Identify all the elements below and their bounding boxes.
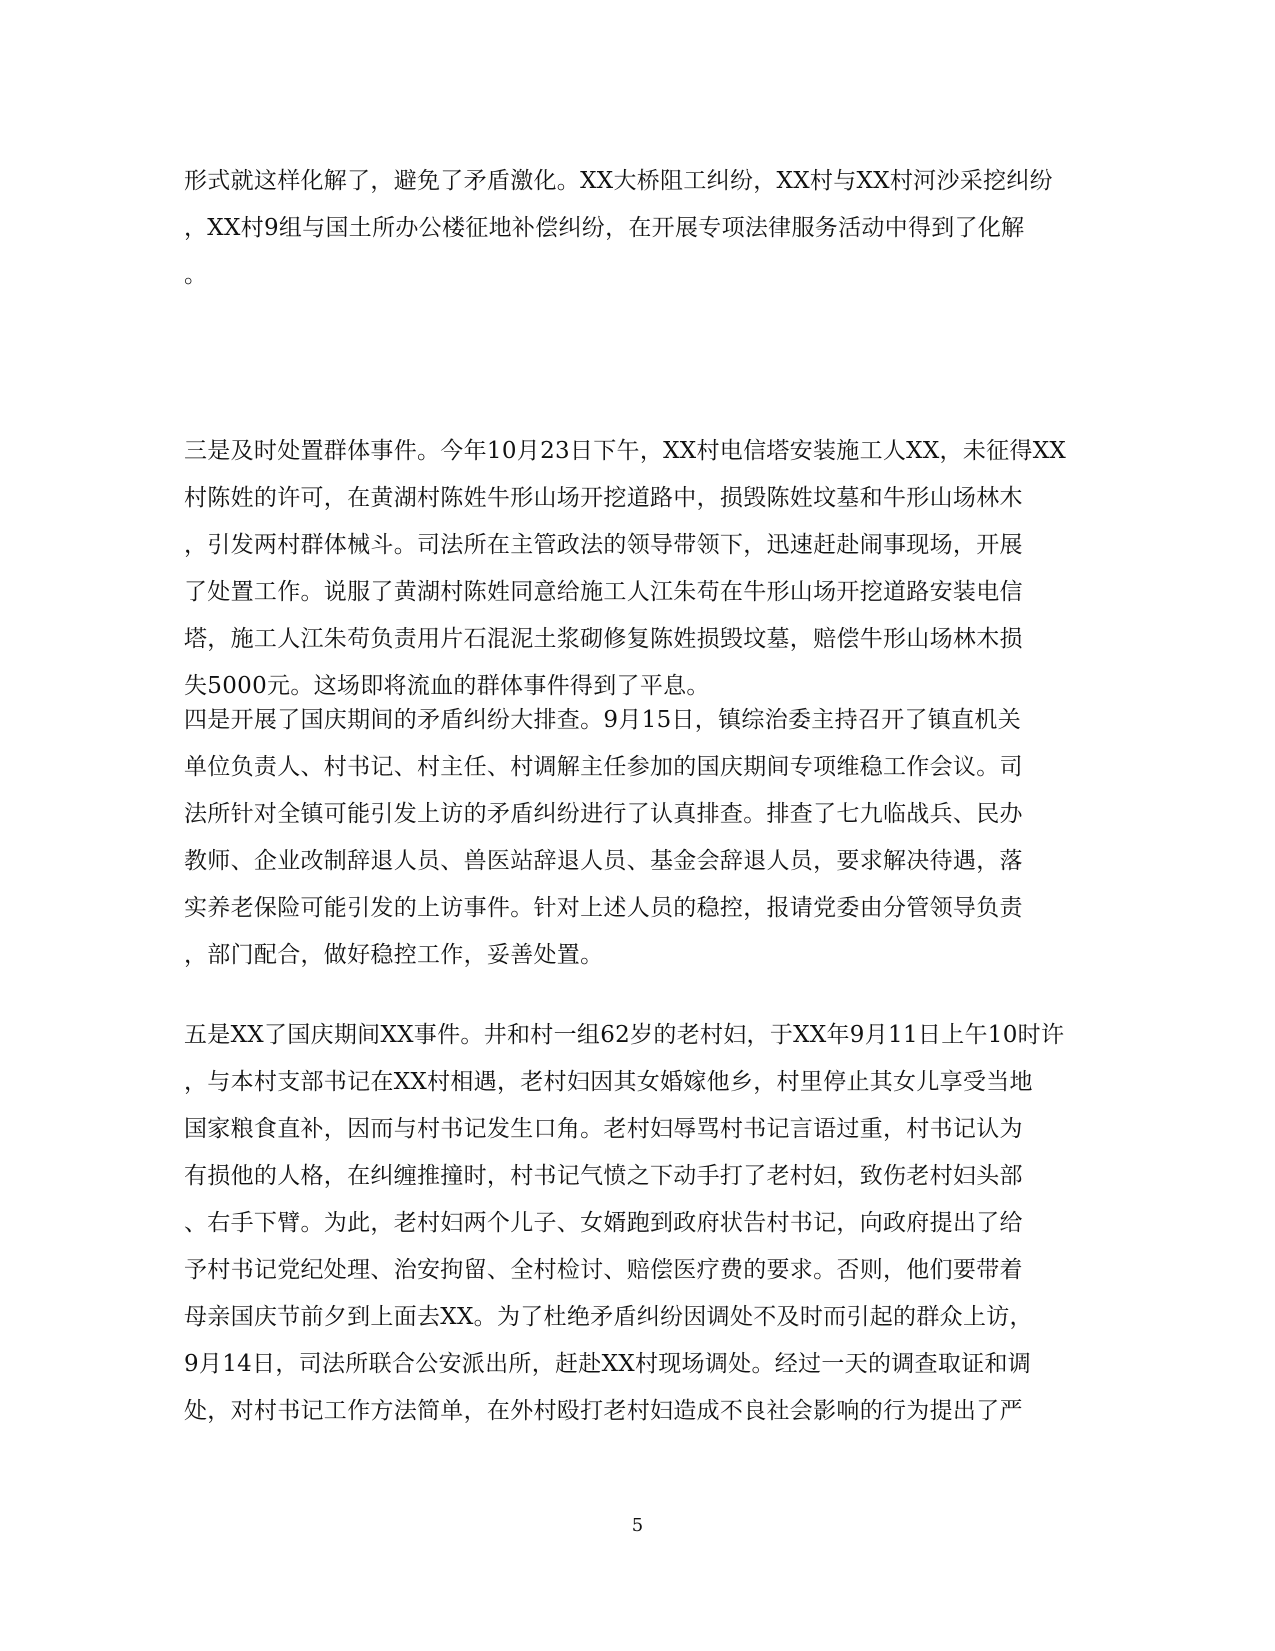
text-line: 有损他的人格，在纠缠推撞时，村书记气愤之下动手打了老村妇，致伤老村妇头部 — [184, 1163, 1023, 1189]
text-line: 三是及时处置群体事件。今年10月23日下午，XX村电信塔安装施工人XX，未征得XX — [184, 438, 1067, 464]
text-line: ，引发两村群体械斗。司法所在主管政法的领导带领下，迅速赶赴闹事现场，开展 — [184, 532, 1023, 558]
text-line: 母亲国庆节前夕到上面去XX。为了杜绝矛盾纠纷因调处不及时而引起的群众上访， — [184, 1304, 1033, 1330]
text-line: 形式就这样化解了，避免了矛盾激化。XX大桥阻工纠纷，XX村与XX村河沙采挖纠纷 — [184, 168, 1053, 194]
page-number: 5 — [631, 1515, 644, 1536]
text-line: 国家粮食直补，因而与村书记发生口角。老村妇辱骂村书记言语过重，村书记认为 — [184, 1116, 1023, 1142]
text-line: 处，对村书记工作方法简单，在外村殴打老村妇造成不良社会影响的行为提出了严 — [184, 1398, 1023, 1424]
text-line: 塔，施工人江朱苟负责用片石混泥土浆砌修复陈姓损毁坟墓，赔偿牛形山场林木损 — [184, 626, 1023, 652]
text-line: 四是开展了国庆期间的矛盾纠纷大排查。9月15日，镇综治委主持召开了镇直机关 — [184, 707, 1021, 733]
paragraph-national-day-screening — [184, 697, 1084, 979]
text-line: 单位负责人、村书记、村主任、村调解主任参加的国庆期间专项维稳工作会议。司 — [184, 754, 1023, 780]
text-line: 予村书记党纪处理、治安拘留、全村检讨、赔偿医疗费的要求。否则，他们要带着 — [184, 1257, 1023, 1283]
paragraph-group-incident — [184, 428, 1084, 710]
text-line: 法所针对全镇可能引发上访的矛盾纠纷进行了认真排查。排查了七九临战兵、民办 — [184, 801, 1023, 827]
paragraph-dispute-resolution — [184, 158, 1084, 299]
text-line: ，与本村支部书记在XX村相遇，老村妇因其女婚嫁他乡，村里停止其女儿享受当地 — [184, 1069, 1033, 1095]
text-line: 了处置工作。说服了黄湖村陈姓同意给施工人江朱苟在牛形山场开挖道路安装电信 — [184, 579, 1023, 605]
text-line: 村陈姓的许可，在黄湖村陈姓牛形山场开挖道路中，损毁陈姓坟墓和牛形山场林木 — [184, 485, 1023, 511]
text-line: 9月14日，司法所联合公安派出所，赶赴XX村现场调处。经过一天的调查取证和调 — [184, 1351, 1032, 1377]
text-line: 、右手下臂。为此，老村妇两个儿子、女婿跑到政府状告村书记，向政府提出了给 — [184, 1210, 1023, 1236]
text-line: 教师、企业改制辞退人员、兽医站辞退人员、基金会辞退人员，要求解决待遇，落 — [184, 848, 1023, 874]
text-line: ，XX村9组与国土所办公楼征地补偿纠纷，在开展专项法律服务活动中得到了化解 — [184, 215, 1025, 241]
text-line: ，部门配合，做好稳控工作，妥善处置。 — [184, 942, 604, 968]
text-line: 实养老保险可能引发的上访事件。针对上述人员的稳控，报请党委由分管领导负责 — [184, 895, 1023, 921]
text-line: 。 — [184, 262, 208, 288]
text-line: 五是XX了国庆期间XX事件。井和村一组62岁的老村妇，于XX年9月11日上午10时许 — [184, 1022, 1065, 1048]
text-line: 失5000元。这场即将流血的群体事件得到了平息。 — [184, 673, 710, 699]
paragraph-national-day-incident — [184, 1012, 1084, 1435]
